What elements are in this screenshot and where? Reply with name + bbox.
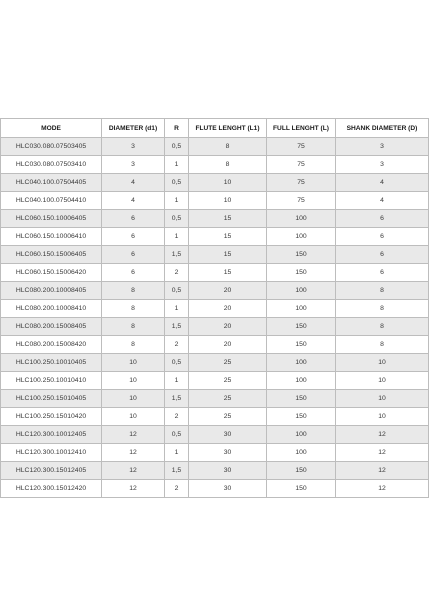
- cell-r: 1,5: [165, 462, 189, 480]
- cell-mode: HLC060.150.15006420: [1, 264, 102, 282]
- cell-mode: HLC100.250.10010410: [1, 372, 102, 390]
- table-row: [1, 444, 429, 462]
- cell-full-length: 150: [267, 390, 336, 408]
- cell-full-length: 75: [267, 138, 336, 156]
- table-row: [1, 336, 429, 354]
- cell-diameter: 4: [102, 192, 165, 210]
- cell-flute-length: 15: [189, 210, 267, 228]
- cell-flute-length: 20: [189, 318, 267, 336]
- cell-diameter: 6: [102, 246, 165, 264]
- cell-full-length: 150: [267, 408, 336, 426]
- cell-full-length: 100: [267, 426, 336, 444]
- cell-r: 0,5: [165, 426, 189, 444]
- cell-flute-length: 8: [189, 138, 267, 156]
- table-row: [1, 372, 429, 390]
- cell-diameter: 3: [102, 156, 165, 174]
- cell-mode: HLC080.200.10008405: [1, 282, 102, 300]
- cell-full-length: 75: [267, 192, 336, 210]
- cell-diameter: 12: [102, 480, 165, 498]
- cell-diameter: 6: [102, 210, 165, 228]
- cell-r: 1,5: [165, 246, 189, 264]
- cell-diameter: 8: [102, 318, 165, 336]
- cell-full-length: 100: [267, 210, 336, 228]
- cell-mode: HLC040.100.07504405: [1, 174, 102, 192]
- cell-diameter: 12: [102, 462, 165, 480]
- cell-full-length: 100: [267, 228, 336, 246]
- cell-full-length: 150: [267, 264, 336, 282]
- table-row: [1, 192, 429, 210]
- table-row: [1, 138, 429, 156]
- cell-r: 1,5: [165, 318, 189, 336]
- cell-r: 2: [165, 480, 189, 498]
- cell-flute-length: 15: [189, 228, 267, 246]
- cell-mode: HLC100.250.15010420: [1, 408, 102, 426]
- cell-flute-length: 25: [189, 354, 267, 372]
- cell-diameter: 8: [102, 300, 165, 318]
- spec-sheet: [0, 118, 424, 492]
- cell-full-length: 150: [267, 318, 336, 336]
- cell-diameter: 10: [102, 390, 165, 408]
- table-row: [1, 354, 429, 372]
- cell-flute-length: 20: [189, 300, 267, 318]
- table-row: [1, 390, 429, 408]
- table-body: [1, 138, 429, 498]
- cell-shank-diameter: 6: [336, 210, 429, 228]
- cell-full-length: 100: [267, 354, 336, 372]
- spec-table: [0, 118, 429, 498]
- cell-r: 0,5: [165, 138, 189, 156]
- cell-diameter: 12: [102, 444, 165, 462]
- cell-r: 1: [165, 300, 189, 318]
- cell-mode: HLC100.250.10010405: [1, 354, 102, 372]
- table-row: [1, 300, 429, 318]
- cell-mode: HLC100.250.15010405: [1, 390, 102, 408]
- cell-shank-diameter: 4: [336, 192, 429, 210]
- cell-mode: HLC030.080.07503405: [1, 138, 102, 156]
- cell-flute-length: 15: [189, 246, 267, 264]
- table-row: [1, 408, 429, 426]
- cell-diameter: 10: [102, 372, 165, 390]
- cell-shank-diameter: 12: [336, 426, 429, 444]
- cell-full-length: 150: [267, 480, 336, 498]
- cell-r: 0,5: [165, 282, 189, 300]
- table-row: [1, 228, 429, 246]
- cell-mode: HLC080.200.15008405: [1, 318, 102, 336]
- cell-full-length: 75: [267, 156, 336, 174]
- cell-flute-length: 30: [189, 480, 267, 498]
- cell-mode: HLC040.100.07504410: [1, 192, 102, 210]
- cell-shank-diameter: 3: [336, 138, 429, 156]
- cell-flute-length: 30: [189, 462, 267, 480]
- cell-mode: HLC120.300.15012420: [1, 480, 102, 498]
- cell-diameter: 4: [102, 174, 165, 192]
- cell-flute-length: 25: [189, 408, 267, 426]
- cell-flute-length: 8: [189, 156, 267, 174]
- table-row: [1, 480, 429, 498]
- cell-r: 2: [165, 264, 189, 282]
- cell-mode: HLC030.080.07503410: [1, 156, 102, 174]
- cell-diameter: 6: [102, 228, 165, 246]
- table-row: [1, 318, 429, 336]
- cell-shank-diameter: 6: [336, 246, 429, 264]
- cell-full-length: 100: [267, 300, 336, 318]
- cell-flute-length: 15: [189, 264, 267, 282]
- cell-r: 1: [165, 228, 189, 246]
- cell-shank-diameter: 8: [336, 318, 429, 336]
- cell-full-length: 75: [267, 174, 336, 192]
- table-row: [1, 156, 429, 174]
- cell-shank-diameter: 10: [336, 408, 429, 426]
- table-row: [1, 264, 429, 282]
- cell-shank-diameter: 10: [336, 372, 429, 390]
- cell-r: 0,5: [165, 210, 189, 228]
- cell-mode: HLC060.150.10006410: [1, 228, 102, 246]
- cell-shank-diameter: 10: [336, 390, 429, 408]
- cell-mode: HLC120.300.10012405: [1, 426, 102, 444]
- cell-diameter: 10: [102, 408, 165, 426]
- cell-r: 1: [165, 444, 189, 462]
- cell-r: 1,5: [165, 390, 189, 408]
- cell-shank-diameter: 12: [336, 462, 429, 480]
- cell-flute-length: 10: [189, 192, 267, 210]
- cell-flute-length: 20: [189, 336, 267, 354]
- cell-flute-length: 30: [189, 426, 267, 444]
- cell-shank-diameter: 6: [336, 264, 429, 282]
- header-shank-diameter: SHANK DIAMETER (D): [336, 119, 429, 138]
- cell-r: 2: [165, 408, 189, 426]
- cell-shank-diameter: 12: [336, 480, 429, 498]
- cell-r: 1: [165, 192, 189, 210]
- table-row: [1, 174, 429, 192]
- cell-r: 1: [165, 372, 189, 390]
- header-mode: MODE: [1, 119, 102, 138]
- cell-diameter: 8: [102, 282, 165, 300]
- cell-flute-length: 25: [189, 372, 267, 390]
- cell-mode: HLC080.200.10008410: [1, 300, 102, 318]
- cell-mode: HLC080.200.15008420: [1, 336, 102, 354]
- table-row: [1, 282, 429, 300]
- cell-r: 2: [165, 336, 189, 354]
- cell-shank-diameter: 8: [336, 282, 429, 300]
- header-flute-length: FLUTE LENGHT (L1): [189, 119, 267, 138]
- cell-diameter: 8: [102, 336, 165, 354]
- cell-shank-diameter: 8: [336, 336, 429, 354]
- table-header-row: [1, 119, 429, 138]
- cell-shank-diameter: 6: [336, 228, 429, 246]
- cell-r: 1: [165, 156, 189, 174]
- cell-full-length: 100: [267, 372, 336, 390]
- table-row: [1, 462, 429, 480]
- cell-full-length: 150: [267, 246, 336, 264]
- cell-r: 0,5: [165, 174, 189, 192]
- cell-full-length: 100: [267, 444, 336, 462]
- cell-diameter: 6: [102, 264, 165, 282]
- header-full-length: FULL LENGHT (L): [267, 119, 336, 138]
- cell-mode: HLC120.300.15012405: [1, 462, 102, 480]
- table-row: [1, 246, 429, 264]
- cell-shank-diameter: 10: [336, 354, 429, 372]
- cell-shank-diameter: 8: [336, 300, 429, 318]
- cell-full-length: 150: [267, 336, 336, 354]
- cell-flute-length: 25: [189, 390, 267, 408]
- cell-diameter: 12: [102, 426, 165, 444]
- cell-mode: HLC120.300.10012410: [1, 444, 102, 462]
- cell-shank-diameter: 3: [336, 156, 429, 174]
- cell-flute-length: 20: [189, 282, 267, 300]
- cell-diameter: 3: [102, 138, 165, 156]
- cell-mode: HLC060.150.15006405: [1, 246, 102, 264]
- cell-shank-diameter: 12: [336, 444, 429, 462]
- cell-full-length: 150: [267, 462, 336, 480]
- table-row: [1, 426, 429, 444]
- cell-shank-diameter: 4: [336, 174, 429, 192]
- cell-flute-length: 30: [189, 444, 267, 462]
- header-diameter: DIAMETER (d1): [102, 119, 165, 138]
- cell-mode: HLC060.150.10006405: [1, 210, 102, 228]
- cell-flute-length: 10: [189, 174, 267, 192]
- cell-diameter: 10: [102, 354, 165, 372]
- cell-r: 0,5: [165, 354, 189, 372]
- cell-full-length: 100: [267, 282, 336, 300]
- header-r: R: [165, 119, 189, 138]
- table-row: [1, 210, 429, 228]
